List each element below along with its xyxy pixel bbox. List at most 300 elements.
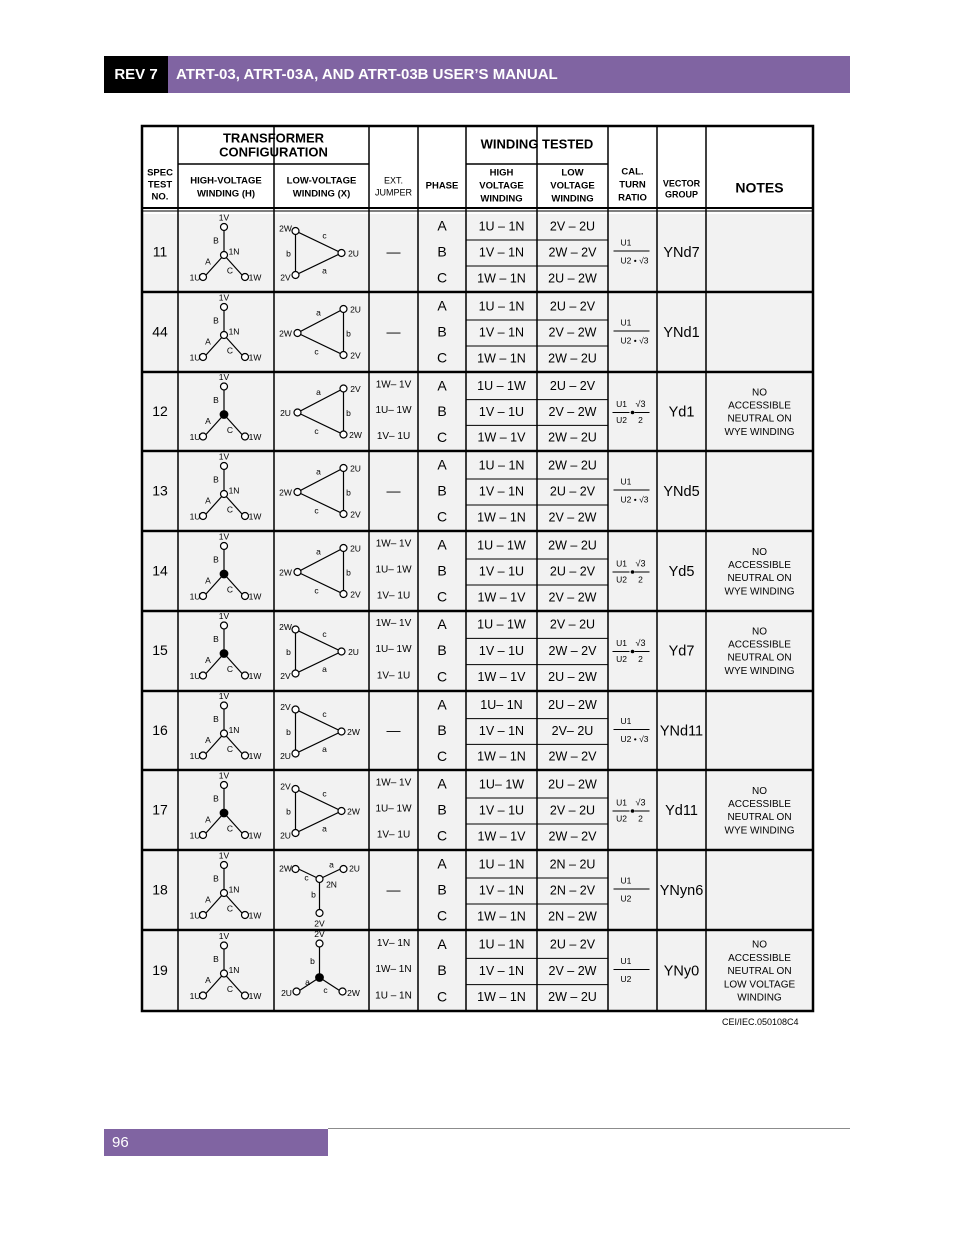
terminal-node (340, 431, 347, 438)
note-line: NO (752, 785, 767, 797)
phase-letter: C (436, 508, 448, 525)
hv-label-b: B (213, 953, 219, 964)
note-line: WYE WINDING (724, 825, 795, 837)
ratio-dot (631, 650, 635, 654)
hv-winding: 1V – 1N (478, 883, 525, 898)
ext-jumper: 1W– 1N (375, 964, 412, 976)
hv-winding: 1V – 1N (478, 484, 525, 499)
lv-winding: 2U – 2V (549, 379, 596, 394)
hv-label-a: A (205, 974, 211, 985)
header-lv: LOW-VOLTAGE (286, 175, 357, 187)
ratio-num: U1 (620, 476, 632, 487)
lv-phase-label: b (311, 889, 316, 900)
lv-phase-label: a (322, 663, 327, 674)
spec-test-number: 19 (152, 962, 168, 979)
hv-winding: 1W – 1N (477, 271, 526, 286)
hv-winding: 1V – 1N (478, 245, 525, 260)
phase-letter: C (436, 349, 448, 366)
lv-label: 2V (314, 928, 325, 939)
terminal-node (221, 862, 228, 869)
lv-phase-label: a (322, 823, 327, 834)
hv-label-1v: 1V (218, 212, 230, 223)
hv-winding: 1W – 1V (477, 590, 526, 605)
phase-letter: A (437, 217, 447, 234)
ext-jumper: — (386, 243, 401, 260)
terminal-node (221, 702, 228, 709)
terminal-node (292, 750, 299, 757)
lv-label: 2W (349, 429, 362, 440)
terminal-node (242, 752, 249, 759)
ratio-num: U1 (616, 637, 627, 648)
hv-label-1n: 1N (228, 246, 240, 257)
terminal-node (293, 988, 300, 995)
terminal-node (220, 650, 228, 658)
phase-letter: C (436, 588, 448, 605)
hv-winding: 1U – 1N (478, 219, 525, 234)
terminal-node (221, 942, 228, 949)
hv-winding: 1V – 1N (478, 963, 525, 978)
lv-phase-label: b (346, 407, 351, 418)
hv-label-b: B (213, 235, 219, 246)
lv-label: 2W (279, 328, 292, 339)
terminal-node (200, 752, 207, 759)
ratio-num: U1 (620, 317, 632, 328)
hv-winding: 1W – 1V (477, 430, 526, 445)
lv-label: 2U (281, 987, 292, 998)
terminal-node (221, 782, 228, 789)
lv-winding: 2W – 2V (548, 245, 597, 260)
lv-winding: 2W – 2V (548, 749, 597, 764)
hv-label-c: C (226, 265, 234, 276)
note-line: NO (752, 546, 767, 558)
lv-phase-label: b (346, 487, 351, 498)
lv-label: 2W (279, 863, 292, 874)
terminal-node (220, 570, 228, 578)
lv-winding: 2N – 2V (549, 883, 596, 898)
ratio-den2: 2 (638, 574, 643, 585)
hv-label-a: A (205, 336, 211, 347)
terminal-node (340, 352, 347, 359)
lv-winding: 2U – 2V (549, 299, 596, 314)
lv-label: 2W (279, 487, 292, 498)
lv-winding: 2V – 2U (549, 617, 596, 632)
lv-phase-label: a (316, 546, 321, 557)
ratio-den: U2 (616, 574, 627, 585)
ratio-den: U2 • √3 (620, 255, 649, 266)
terminal-node (242, 593, 249, 600)
vector-group: YNy0 (663, 963, 700, 980)
ratio-num: U1 (620, 955, 632, 966)
phase-letter: C (436, 428, 448, 445)
lv-label: 2W (279, 621, 292, 632)
hv-winding: 1V – 1U (478, 564, 525, 579)
hv-winding: 1U – 1N (478, 458, 525, 473)
lv-winding: 2W – 2U (548, 990, 597, 1005)
phase-letter: C (436, 747, 448, 764)
header-hv: WINDING (H) (196, 188, 256, 200)
ratio-den2: 2 (638, 653, 643, 664)
header-phase: PHASE (425, 180, 459, 192)
header-hvw: WINDING (480, 193, 523, 205)
header-ext: EXT. (383, 175, 404, 186)
lv-label: 2U (280, 830, 291, 841)
terminal-node (221, 463, 228, 470)
hv-label-a: A (205, 495, 211, 506)
ext-jumper: 1W– 1V (375, 538, 412, 550)
terminal-node (200, 832, 207, 839)
header-cal: RATIO (618, 192, 647, 204)
spec-test-number: 14 (152, 562, 168, 579)
hv-winding: 1V – 1N (478, 723, 525, 738)
ratio-dot (631, 570, 635, 574)
hv-winding: 1U – 1N (478, 299, 525, 314)
hv-label-1w: 1W (248, 670, 262, 681)
header-spec: SPEC (147, 167, 173, 179)
hv-label-a: A (205, 256, 211, 267)
vector-group: YNd1 (663, 324, 700, 341)
lv-phase-label: c (322, 230, 327, 241)
lv-phase-label: b (346, 328, 351, 339)
hv-label-b: B (213, 315, 219, 326)
spec-test-number: 15 (152, 642, 168, 659)
ratio-dot (631, 809, 635, 813)
ratio-num2: √3 (635, 398, 646, 409)
ratio-den: U2 (620, 893, 632, 904)
hv-label-1n: 1N (228, 884, 240, 895)
header-vector-group: VECTOR (662, 178, 701, 189)
hv-label-b: B (213, 713, 219, 724)
note-line: NEUTRAL ON (727, 573, 792, 585)
spec-test-number: 44 (152, 323, 168, 340)
header-hvw: HIGH (489, 167, 514, 179)
header-lvw: WINDING (551, 193, 594, 205)
header-winding-tested: WINDING TESTED (480, 136, 594, 152)
hv-winding: 1W – 1V (477, 829, 526, 844)
lv-phase-label: c (314, 505, 319, 516)
lv-phase-label: b (286, 646, 291, 657)
terminal-node (339, 988, 346, 995)
terminal-node (200, 513, 207, 520)
hv-label-1v: 1V (218, 770, 230, 781)
ratio-den: U2 (616, 414, 627, 425)
ratio-num2: √3 (635, 637, 646, 648)
note-line: NEUTRAL ON (727, 652, 792, 664)
lv-winding: 2V – 2W (548, 963, 597, 978)
hv-label-a: A (205, 734, 211, 745)
header-spec: NO. (151, 191, 169, 203)
ratio-num: U1 (616, 558, 627, 569)
ext-jumper: 1V– 1U (376, 829, 411, 841)
note-line: NO (752, 626, 767, 638)
lv-winding: 2U – 2W (548, 670, 597, 685)
ext-jumper: 1W– 1V (375, 777, 412, 789)
lv-label: 2U (280, 407, 291, 418)
lv-winding: 2V– 2U (551, 723, 594, 738)
hv-label-1v: 1V (218, 850, 230, 861)
lv-winding: 2V – 2U (549, 803, 596, 818)
hv-label-b: B (213, 793, 219, 804)
lv-phase-label: c (323, 984, 328, 995)
hv-winding: 1U– 1W (478, 777, 525, 792)
lv-label: 2V (280, 272, 291, 283)
hv-label-a: A (205, 575, 211, 586)
terminal-node (294, 409, 301, 416)
hv-label-b: B (213, 554, 219, 565)
lv-phase-label: a (316, 466, 321, 477)
hv-label-1w: 1W (248, 830, 262, 841)
note-line: NEUTRAL ON (727, 966, 792, 978)
hv-label-c: C (226, 424, 234, 435)
hv-label-1u: 1U (189, 910, 201, 921)
lv-phase-label: b (346, 567, 351, 578)
hv-winding: 1W – 1N (477, 990, 526, 1005)
lv-winding: 2U – 2V (549, 937, 596, 952)
terminal-node (340, 545, 347, 552)
lv-label: 2U (280, 750, 291, 761)
lv-winding: 2U – 2W (548, 271, 597, 286)
lv-label: 2W (347, 726, 360, 737)
lv-phase-label: a (316, 307, 321, 318)
lv-winding: 2U – 2V (549, 564, 596, 579)
hv-label-1u: 1U (189, 511, 201, 522)
terminal-node (221, 224, 228, 231)
note-line: NO (752, 939, 767, 951)
phase-letter: B (437, 243, 447, 260)
header-transformer: TRANSFORMER (222, 130, 325, 146)
lv-label: 2N (326, 879, 337, 890)
terminal-node (221, 890, 228, 897)
ext-jumper: 1V– 1N (376, 937, 411, 949)
lv-phase-label: c (304, 872, 309, 883)
ext-jumper: 1W– 1V (375, 379, 412, 391)
terminal-node (338, 648, 345, 655)
terminal-node (338, 808, 345, 815)
header-configuration: CONFIGURATION (219, 144, 328, 160)
hv-winding: 1U – 1W (477, 379, 526, 394)
lv-winding: 2V – 2W (548, 590, 597, 605)
terminal-node (221, 252, 228, 259)
terminal-node (200, 354, 207, 361)
ratio-num: U1 (616, 398, 627, 409)
ratio-dot (631, 411, 635, 415)
lv-label: 2U (348, 646, 359, 657)
lv-phase-label: b (286, 806, 291, 817)
hv-label-1n: 1N (228, 485, 240, 496)
terminal-node (200, 992, 207, 999)
terminal-node (316, 876, 323, 883)
hv-label-a: A (205, 415, 211, 426)
terminal-node (316, 940, 323, 947)
manual-title: ATRT-03, ATRT-03A, AND ATRT-03B USER’S MANUAL (168, 56, 850, 93)
hv-label-b: B (213, 394, 219, 405)
lv-label: 2U (349, 863, 360, 874)
hv-label-1n: 1N (228, 724, 240, 735)
hv-label-1v: 1V (218, 531, 230, 542)
ext-jumper: 1U– 1W (375, 644, 412, 656)
ratio-num: U1 (620, 715, 632, 726)
lv-winding: 2W – 2V (548, 829, 597, 844)
hv-label-1w: 1W (248, 750, 262, 761)
hv-winding: 1U– 1N (480, 698, 523, 713)
hv-winding: 1W – 1N (477, 510, 526, 525)
hv-label-1u: 1U (189, 750, 201, 761)
lv-winding: 2V – 2W (548, 510, 597, 525)
header-lvw: VOLTAGE (550, 180, 595, 192)
hv-label-c: C (226, 584, 234, 595)
terminal-node (242, 354, 249, 361)
hv-label-a: A (205, 894, 211, 905)
hv-label-c: C (226, 983, 234, 994)
spec-test-number: 13 (152, 482, 168, 499)
header-hv: HIGH-VOLTAGE (190, 175, 262, 187)
terminal-node (200, 912, 207, 919)
hv-label-1v: 1V (218, 690, 230, 701)
terminal-node (200, 274, 207, 281)
note-line: NEUTRAL ON (727, 812, 792, 824)
ratio-den: U2 • √3 (620, 335, 649, 346)
hv-label-1w: 1W (248, 990, 262, 1001)
phase-letter: B (437, 881, 447, 898)
hv-winding: 1W – 1N (477, 749, 526, 764)
terminal-node (294, 489, 301, 496)
hv-label-c: C (226, 903, 234, 914)
terminal-node (220, 809, 228, 817)
hv-label-b: B (213, 474, 219, 485)
note-line: ACCESSIBLE (728, 639, 791, 651)
hv-winding: 1W – 1V (477, 670, 526, 685)
terminal-node (340, 385, 347, 392)
lv-label: 2V (280, 670, 291, 681)
hv-label-c: C (226, 504, 234, 515)
hv-label-a: A (205, 814, 211, 825)
hv-label-1n: 1N (228, 964, 240, 975)
terminal-node (294, 569, 301, 576)
hv-winding: 1V – 1N (478, 325, 525, 340)
phase-letter: B (437, 562, 447, 579)
terminal-node (340, 306, 347, 313)
terminal-node (292, 830, 299, 837)
phase-letter: B (437, 722, 447, 739)
ratio-den2: 2 (638, 813, 643, 824)
phase-letter: A (437, 377, 447, 394)
vector-group: Yd11 (665, 802, 698, 819)
lv-label: 2W (279, 223, 292, 234)
lv-winding: 2N – 2W (548, 909, 597, 924)
ext-jumper: 1U– 1W (375, 405, 412, 417)
hv-label-c: C (226, 743, 234, 754)
header-lv: WINDING (X) (292, 188, 351, 200)
phase-letter: A (437, 456, 447, 473)
vector-group: YNyn6 (659, 882, 704, 899)
terminal-node (221, 491, 228, 498)
lv-label: 2U (350, 304, 361, 315)
phase-letter: B (437, 962, 447, 979)
spec-test-number: 16 (152, 722, 168, 739)
ratio-den: U2 (616, 653, 627, 664)
header-spec: TEST (147, 179, 173, 191)
hv-label-1w: 1W (248, 591, 262, 602)
terminal-node (292, 866, 299, 873)
ratio-num: U1 (616, 797, 627, 808)
ratio-den: U2 • √3 (620, 494, 649, 505)
terminal-node (221, 332, 228, 339)
page-number: 96 (104, 1129, 328, 1156)
lv-label: 2V (350, 509, 361, 520)
hv-label-1u: 1U (189, 272, 201, 283)
terminal-node (340, 511, 347, 518)
lv-phase-label: a (316, 386, 321, 397)
lv-winding: 2W – 2U (548, 538, 597, 553)
ratio-num2: √3 (635, 797, 646, 808)
lv-winding: 2W – 2U (548, 458, 597, 473)
ratio-num2: √3 (635, 558, 646, 569)
lv-phase-label: b (310, 955, 315, 966)
lv-label: 2V (350, 350, 361, 361)
phase-letter: A (437, 615, 447, 632)
header-hvw: VOLTAGE (479, 180, 524, 192)
hv-winding: 1U – 1N (478, 857, 525, 872)
revision-label: REV 7 (104, 56, 168, 93)
vector-group: Yd1 (668, 404, 695, 421)
note-line: NEUTRAL ON (727, 413, 792, 425)
header-vector-group: GROUP (664, 189, 699, 200)
lv-phase-label: c (314, 425, 319, 436)
lv-label: 2U (350, 463, 361, 474)
terminal-node (340, 866, 347, 873)
lv-phase-label: a (329, 859, 334, 870)
hv-label-1v: 1V (218, 292, 230, 303)
phase-letter: B (437, 403, 447, 420)
note-line: WYE WINDING (724, 426, 795, 438)
hv-label-c: C (226, 345, 234, 356)
hv-label-1n: 1N (228, 326, 240, 337)
phase-letter: C (436, 827, 448, 844)
lv-label: 2W (279, 567, 292, 578)
spec-test-number: 12 (152, 403, 168, 420)
ratio-den: U2 • √3 (620, 733, 649, 744)
hv-label-1w: 1W (248, 272, 262, 283)
terminal-node (221, 383, 228, 390)
terminal-node (294, 330, 301, 337)
terminal-node (292, 670, 299, 677)
phase-letter: A (437, 536, 447, 553)
hv-winding: 1V – 1U (478, 404, 525, 419)
hv-label-1u: 1U (189, 352, 201, 363)
note-line: ACCESSIBLE (728, 400, 791, 412)
hv-label-1v: 1V (218, 930, 230, 941)
terminal-node (316, 910, 323, 917)
lv-label: 2U (350, 543, 361, 554)
lv-winding: 2U – 2W (548, 777, 597, 792)
hv-label-1v: 1V (218, 451, 230, 462)
terminal-node (292, 228, 299, 235)
ratio-den2: 2 (638, 414, 643, 425)
lv-phase-label: c (322, 788, 327, 799)
header-cal: TURN (619, 179, 646, 191)
lv-winding: 2W – 2U (548, 430, 597, 445)
terminal-node (340, 465, 347, 472)
ext-jumper: 1V– 1U (376, 670, 411, 682)
note-line: WINDING (737, 992, 782, 1004)
vector-group: Yd7 (668, 643, 695, 660)
hv-label-1u: 1U (189, 670, 201, 681)
ratio-num: U1 (620, 875, 632, 886)
hv-label-1u: 1U (189, 990, 201, 1001)
terminal-node (242, 433, 249, 440)
hv-label-1u: 1U (189, 431, 201, 442)
header-lvw: LOW (561, 167, 584, 179)
lv-label: 2W (347, 806, 360, 817)
